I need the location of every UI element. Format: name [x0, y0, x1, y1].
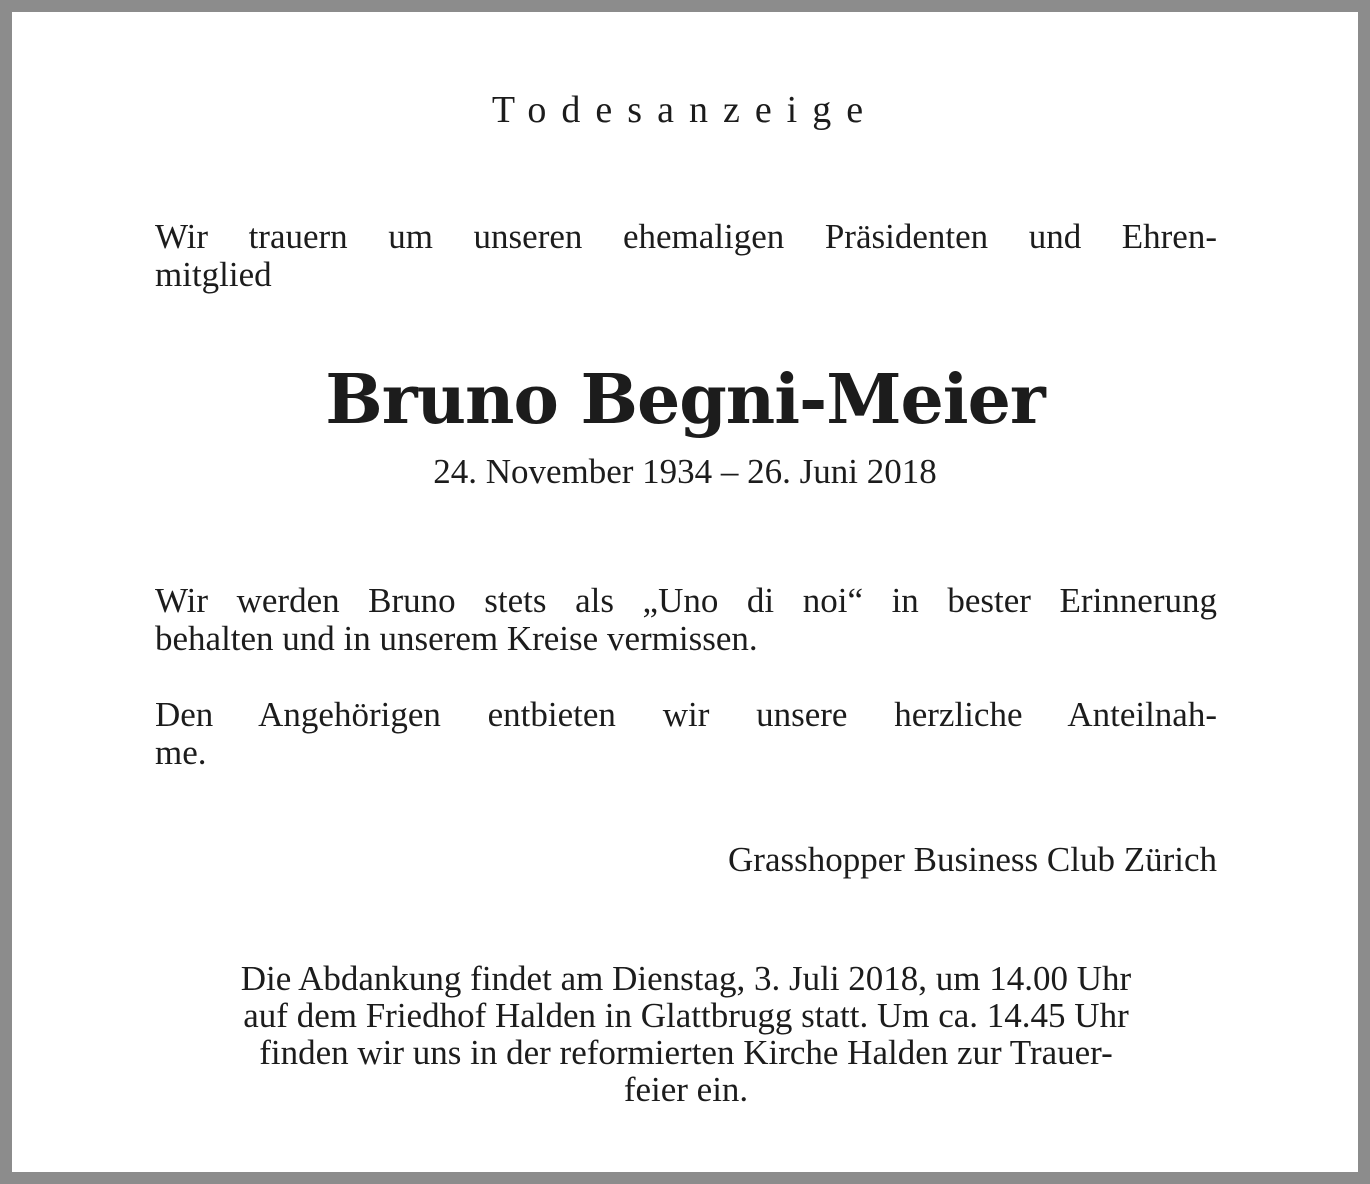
service-info: [155, 960, 1217, 1108]
deceased-name: Bruno Begni-Meier: [325, 360, 1045, 440]
memory-paragraph: [155, 582, 1217, 658]
condolence-line: me.: [155, 733, 207, 772]
service-line: finden wir uns in der reformierten Kirche Halden zur Trauer-: [259, 1033, 1113, 1072]
memory-line: Wir werden Bruno stets als „Uno di noi“ in bester Erinnerung: [155, 581, 1217, 620]
service-line: feier ein.: [623, 1070, 749, 1109]
obituary-notice: [12, 12, 1358, 1172]
notice-heading: Todesanzeige: [491, 89, 879, 131]
condolence-paragraph: [155, 696, 1217, 772]
intro-paragraph: [155, 218, 1217, 294]
intro-line: mitglied: [155, 255, 272, 294]
service-line: Die Abdankung findet am Dienstag, 3. Juli 2018, um 14.00 Uhr: [240, 959, 1132, 998]
service-line: auf dem Friedhof Halden in Glattbrugg statt. Um ca. 14.45 Uhr: [243, 996, 1129, 1035]
intro-line: Wir trauern um unseren ehemaligen Präsidenten und Ehren-: [155, 217, 1217, 256]
condolence-line: Den Angehörigen entbieten wir unsere herzliche Anteilnah-: [155, 695, 1217, 734]
memory-line: behalten und in unserem Kreise vermissen.: [155, 619, 758, 658]
signature: Grasshopper Business Club Zürich: [728, 840, 1217, 879]
life-dates: 24. November 1934 – 26. Juni 2018: [433, 452, 937, 491]
